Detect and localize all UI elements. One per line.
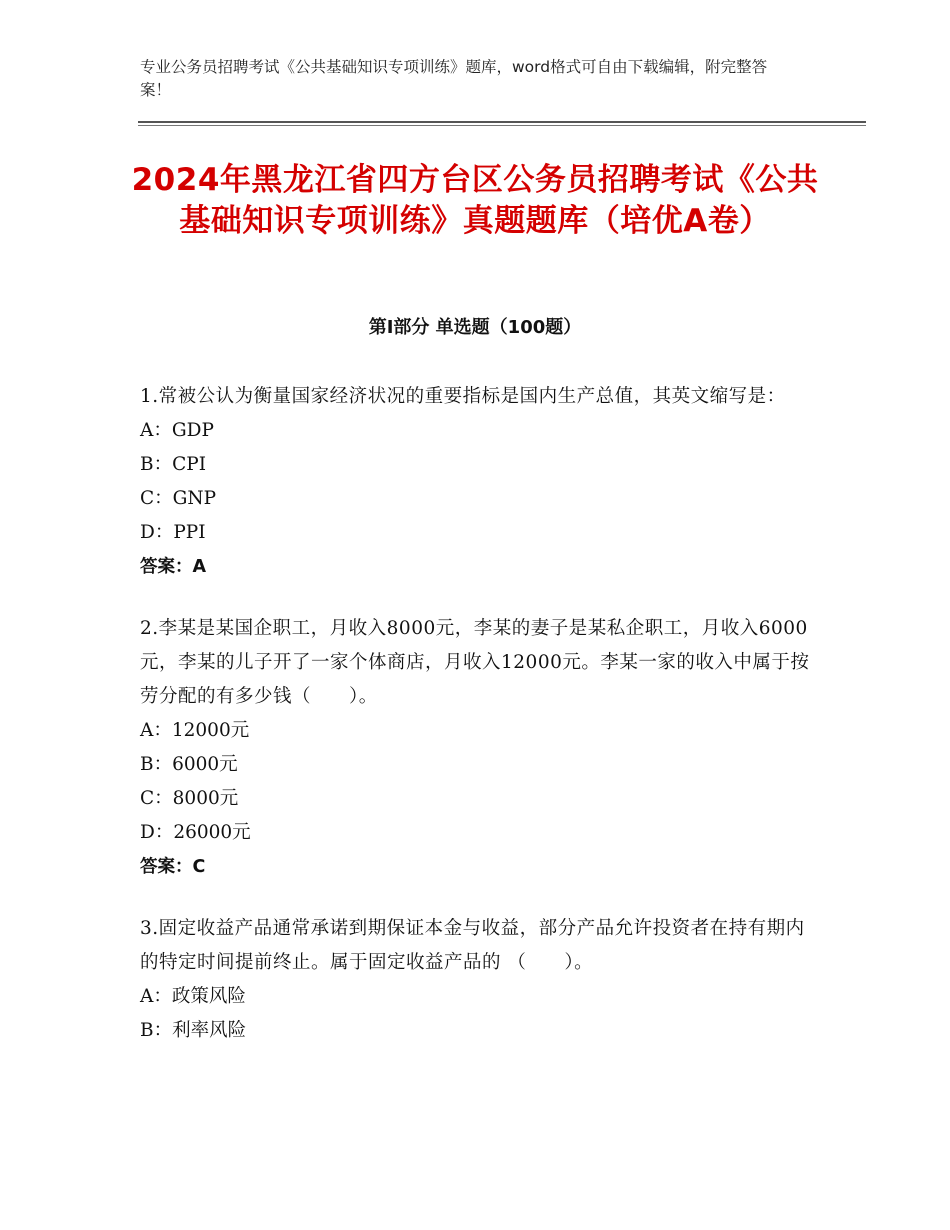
header-divider-thin [138,125,866,126]
option-a: A：12000元 [140,720,250,741]
option-d: D：PPI [140,522,206,543]
question-2 [140,612,810,884]
answer-label: 答案：A [140,557,207,577]
option-a: A：GDP [140,420,214,441]
option-b: B：CPI [140,454,207,475]
section-heading: 第Ⅰ部分 单选题（100题） [368,317,582,338]
question-text: 1.常被公认为衡量国家经济状况的重要指标是国内生产总值，其英文缩写是： [140,386,786,407]
question-text: 3.固定收益产品通常承诺到期保证本金与收益，部分产品允许投资者在持有期内的特定时间提前终止。属于固定收益产品的 （ ）。 [140,918,805,973]
option-a: A：政策风险 [140,986,246,1007]
question-text: 2.李某是某国企职工，月收入8000元，李某的妻子是某私企职工，月收入6000元，李某的儿子开了一家个体商店，月收入12000元。李某一家的收入中属于按劳分配的有多少钱（ ）。 [140,618,810,707]
option-c: C：8000元 [140,788,239,809]
answer-label: 答案：C [140,857,206,877]
question-3 [140,912,810,1048]
question-list [140,380,810,1076]
option-d: D：26000元 [140,822,251,843]
question-1 [140,380,810,584]
option-b: B：利率风险 [140,1020,247,1041]
document-title: 2024年黑龙江省四方台区公务员招聘考试《公共基础知识专项训练》真题题库（培优A卷） [131,162,819,239]
option-b: B：6000元 [140,754,238,775]
header-note: 专业公务员招聘考试《公共基础知识专项训练》题库，word格式可自由下载编辑，附完整答案！ [140,58,768,99]
header-divider-thick [138,121,866,123]
option-c: C：GNP [140,488,217,509]
